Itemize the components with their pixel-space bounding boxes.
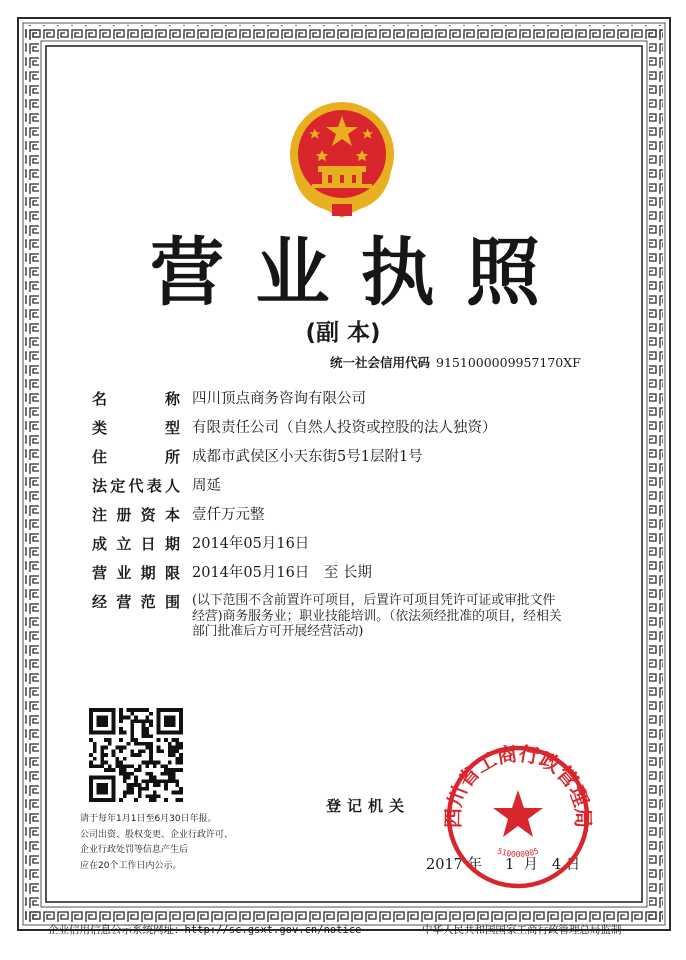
notice-line: 企业行政处罚等信息产生后 [80, 845, 189, 855]
field-name [92, 388, 562, 417]
license-title [150, 228, 540, 318]
field-scope [92, 591, 562, 651]
issue-date: 2017 年 1 月 4 日 [426, 857, 581, 873]
business-term: 2014年05月16日 至 长期 [192, 565, 372, 581]
notice-line: 请于每年1月1日至6月30日年报。 [80, 814, 217, 824]
field-label: 注 册 资 本 [92, 506, 180, 524]
qr-code-icon[interactable] [89, 708, 183, 802]
field-type [92, 417, 562, 446]
company-name: 四川顶点商务咨询有限公司 [192, 391, 366, 407]
field-legal-rep [92, 475, 562, 504]
business-scope: (以下范围不含前置许可项目，后置许可项目凭许可证或审批文件经营)商务服务业；职业技能培训。（依法须经批准的项目，经相关部门批准后方可开展经营活动) [192, 593, 562, 639]
registered-capital: 壹仟万元整 [192, 507, 265, 523]
seal-text: 四川省工商行政管理局 [440, 742, 596, 829]
field-label: 住 所 [92, 448, 180, 466]
title-char: 营 [150, 230, 224, 316]
credit-code [330, 355, 581, 371]
credit-code-value: 9151000009957170XF [436, 355, 581, 370]
field-established [92, 533, 562, 562]
title-char: 照 [465, 230, 540, 316]
copy-label: (副 本) [305, 320, 381, 346]
field-address [92, 446, 562, 475]
seal-number: 510000005 [496, 846, 540, 859]
footer-system [48, 922, 362, 937]
field-label: 成 立 日 期 [92, 535, 180, 553]
legal-representative: 周延 [192, 478, 221, 494]
company-type: 有限责任公司（自然人投资或控股的法人独资） [192, 420, 497, 436]
official-seal-icon [440, 742, 596, 892]
field-label: 营 业 期 限 [92, 564, 180, 582]
field-label: 名 称 [92, 390, 180, 408]
notice-line: 应在20个工作日内公示。 [80, 860, 182, 871]
credit-code-label: 统一社会信用代码 [330, 355, 431, 370]
title-char: 业 [255, 230, 330, 316]
annual-report-notice [80, 812, 310, 874]
field-capital [92, 504, 562, 533]
footer-system-url[interactable]: http://sc.gsxt.gov.cn/notice [184, 924, 362, 936]
field-label: 法 定 代 表 人 [92, 477, 180, 495]
established-date: 2014年05月16日 [192, 536, 310, 552]
license-fields [92, 388, 562, 651]
registration-authority-label: 登记机关 [326, 797, 411, 815]
notice-line: 公司出资、股权变更、企业行政许可、 [80, 829, 234, 840]
field-label: 类 型 [92, 419, 180, 437]
company-address: 成都市武侯区小天东街5号1层附1号 [192, 449, 423, 465]
footer-supervisor: 中华人民共和国国家工商行政管理总局监制 [422, 924, 622, 936]
field-label: 经 营 范 围 [92, 593, 180, 611]
title-char: 执 [360, 230, 435, 316]
field-term [92, 562, 562, 591]
svg-text:510000005 [496, 846, 540, 859]
national-emblem-icon [286, 98, 398, 220]
footer-system-label: 企业信用信息公示系统网址： [48, 924, 185, 936]
